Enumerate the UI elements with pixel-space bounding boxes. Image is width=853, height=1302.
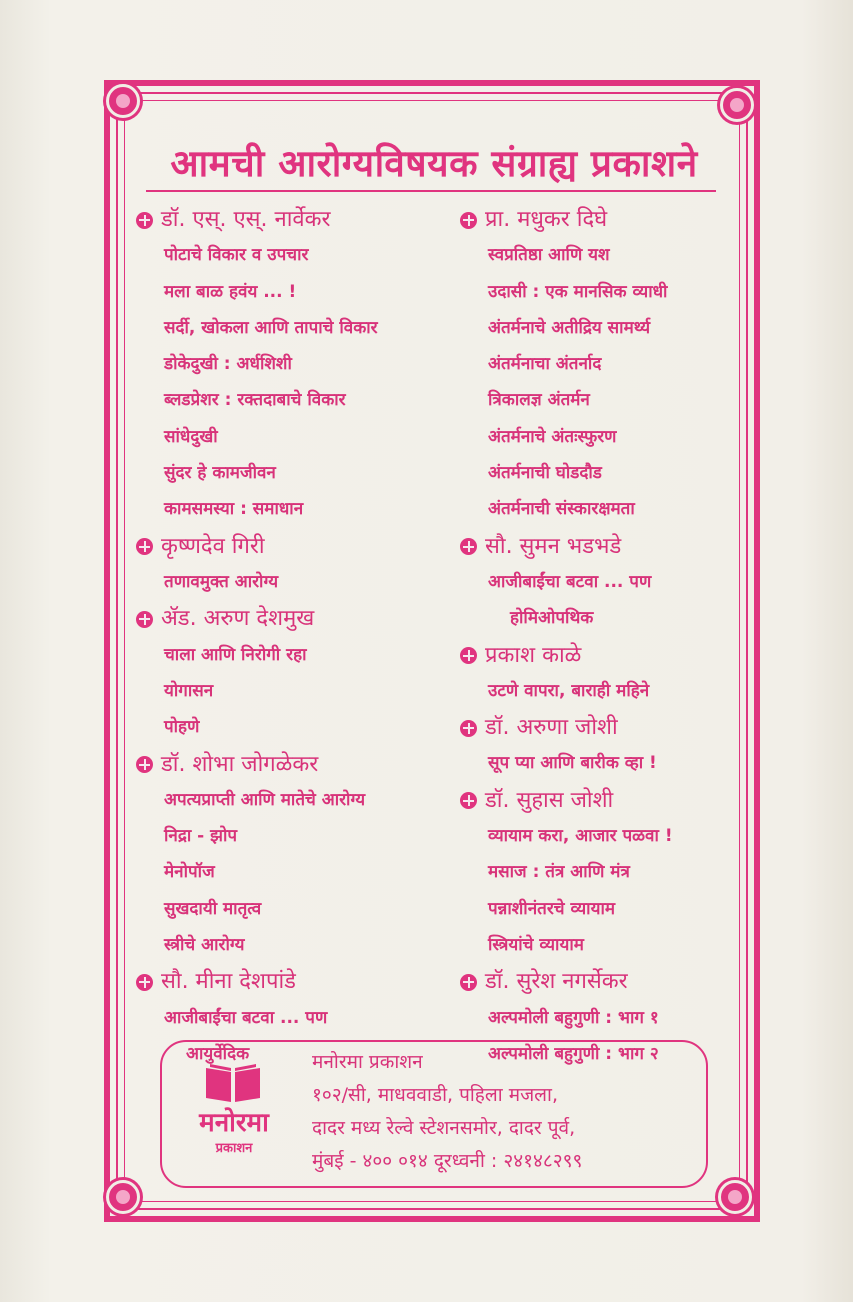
author-heading: [460, 783, 730, 819]
author-name: सौ. सुमन भडभडे: [485, 533, 622, 559]
author-name: प्रा. मधुकर दिघे: [485, 207, 608, 233]
book-title: अंतर्मनाची संस्कारक्षमता: [488, 499, 635, 520]
book-title: अंतर्मनाचे अतीद्रिय सामर्थ्य: [488, 317, 651, 338]
logo-wordmark: मनोरमा: [199, 1108, 269, 1138]
book-title: आयुर्वेदिक: [186, 1043, 250, 1064]
book-title: सुखदायी मातृत्व: [164, 898, 262, 919]
author-name: प्रकाश काळे: [485, 642, 582, 668]
book-title: अंतर्मनाचे अंतःस्फुरण: [488, 426, 617, 447]
author-name: सौ. मीना देशपांडे: [161, 969, 296, 995]
book-title: व्यायाम करा, आजार पळवा !: [488, 826, 673, 847]
author-heading: [136, 964, 436, 1000]
publisher-logo: [184, 1058, 284, 1162]
address-line-1: १०२/सी, माधववाडी, पहिला मजला,: [312, 1084, 559, 1106]
author-heading: [460, 202, 730, 238]
book-title: चाला आणि निरोगी रहा: [164, 644, 307, 665]
flower-bullet-icon: [136, 212, 153, 229]
flower-bullet-icon: [460, 792, 477, 809]
book-title: पन्नाशीनंतरचे व्यायाम: [488, 898, 616, 919]
author-heading: [136, 601, 436, 637]
flower-bullet-icon: [136, 756, 153, 773]
book-title: अंतर्मनाचा अंतर्नाद: [488, 354, 602, 375]
book-title: योगासन: [164, 680, 214, 701]
book-title: निद्रा - झोप: [164, 826, 238, 847]
book-title: आजीबाईंचा बटवा ... पण: [164, 1007, 328, 1028]
book-title: कामसमस्या : समाधान: [164, 499, 304, 520]
author-heading: [460, 964, 730, 1000]
author-name: डॉ. अरुणा जोशी: [485, 715, 618, 741]
flower-bullet-icon: [460, 720, 477, 737]
author-name: ॲड. अरुण देशमुख: [161, 606, 315, 632]
book-title: सर्दी, खोकला आणि तापाचे विकार: [164, 317, 378, 338]
flower-bullet-icon: [460, 212, 477, 229]
author-heading: [460, 529, 730, 565]
book-title: मेनोपॉज: [164, 862, 215, 883]
publisher-address: [312, 1046, 702, 1178]
book-title: स्त्रीचे आरोग्य: [164, 934, 245, 955]
corner-ornament-top-right: [720, 88, 754, 122]
author-name: डॉ. शोभा जोगळेकर: [161, 751, 319, 777]
author-name: डॉ. सुहास जोशी: [485, 787, 614, 813]
author-heading: [136, 529, 436, 565]
book-title: मला बाळ हवंय ... !: [164, 281, 297, 302]
flower-bullet-icon: [136, 538, 153, 555]
book-title: डोकेदुखी : अर्धशिशी: [164, 354, 292, 375]
flower-bullet-icon: [136, 974, 153, 991]
book-title: होमिओपथिक: [510, 608, 594, 629]
address-line-2: दादर मध्य रेल्वे स्टेशनसमोर, दादर पूर्व,: [312, 1117, 576, 1139]
author-name: डॉ. एस्. एस्. नार्वेकर: [161, 207, 331, 233]
flower-bullet-icon: [460, 647, 477, 664]
right-book-list: [460, 202, 730, 1073]
corner-ornament-bottom-left: [106, 1180, 140, 1214]
author-heading: [460, 710, 730, 746]
book-title: अल्पमोली बहुगुणी : भाग १: [488, 1007, 659, 1028]
book-title: पोटाचे विकार व उपचार: [164, 245, 309, 266]
book-title: सुंदर हे कामजीवन: [164, 463, 276, 484]
publisher-name: मनोरमा प्रकाशन: [312, 1051, 423, 1073]
author-heading: [136, 746, 436, 782]
book-title: स्वप्रतिष्ठा आणि यश: [488, 245, 610, 266]
title-underline: [146, 190, 716, 192]
flower-bullet-icon: [136, 611, 153, 628]
book-title: उदासी : एक मानसिक व्याधी: [488, 281, 668, 302]
book-title: उटणे वापरा, बाराही महिने: [488, 680, 650, 701]
open-book-icon: [204, 1062, 262, 1104]
author-heading: [136, 202, 436, 238]
corner-ornament-top-left: [106, 84, 140, 118]
book-title: अपत्यप्राप्ती आणि मातेचे आरोग्य: [164, 789, 366, 810]
book-title: मसाज : तंत्र आणि मंत्र: [488, 862, 630, 883]
book-title: स्त्रियांचे व्यायाम: [488, 934, 584, 955]
book-title: सांधेदुखी: [164, 426, 218, 447]
flower-bullet-icon: [460, 974, 477, 991]
author-name: डॉ. सुरेश नगर्सेकर: [485, 969, 628, 995]
address-line-3: मुंबई - ४०० ०१४ दूरध्वनी : २४१४८२९९: [312, 1150, 583, 1172]
page-title: आमची आरोग्यविषयक संग्राह्य प्रकाशने: [170, 142, 698, 185]
book-title: ब्लडप्रेशर : रक्तदाबाचे विकार: [164, 390, 346, 411]
logo-subtitle: प्रकाशन: [215, 1141, 253, 1156]
book-title: आजीबाईंचा बटवा ... पण: [488, 571, 652, 592]
book-title: त्रिकालज्ञ अंतर्मन: [488, 390, 590, 411]
flower-bullet-icon: [460, 538, 477, 555]
author-name: कृष्णदेव गिरी: [161, 533, 265, 559]
corner-ornament-bottom-right: [718, 1180, 752, 1214]
book-title: तणावमुक्त आरोग्य: [164, 571, 279, 592]
author-heading: [460, 638, 730, 674]
book-title: अंतर्मनाची घोडदौड: [488, 463, 602, 484]
book-title: अल्पमोली बहुगुणी : भाग २: [488, 1043, 659, 1064]
book-title: पोहणे: [164, 717, 200, 738]
left-book-list: [136, 202, 436, 1073]
book-title: सूप प्या आणि बारीक व्हा !: [488, 753, 657, 774]
